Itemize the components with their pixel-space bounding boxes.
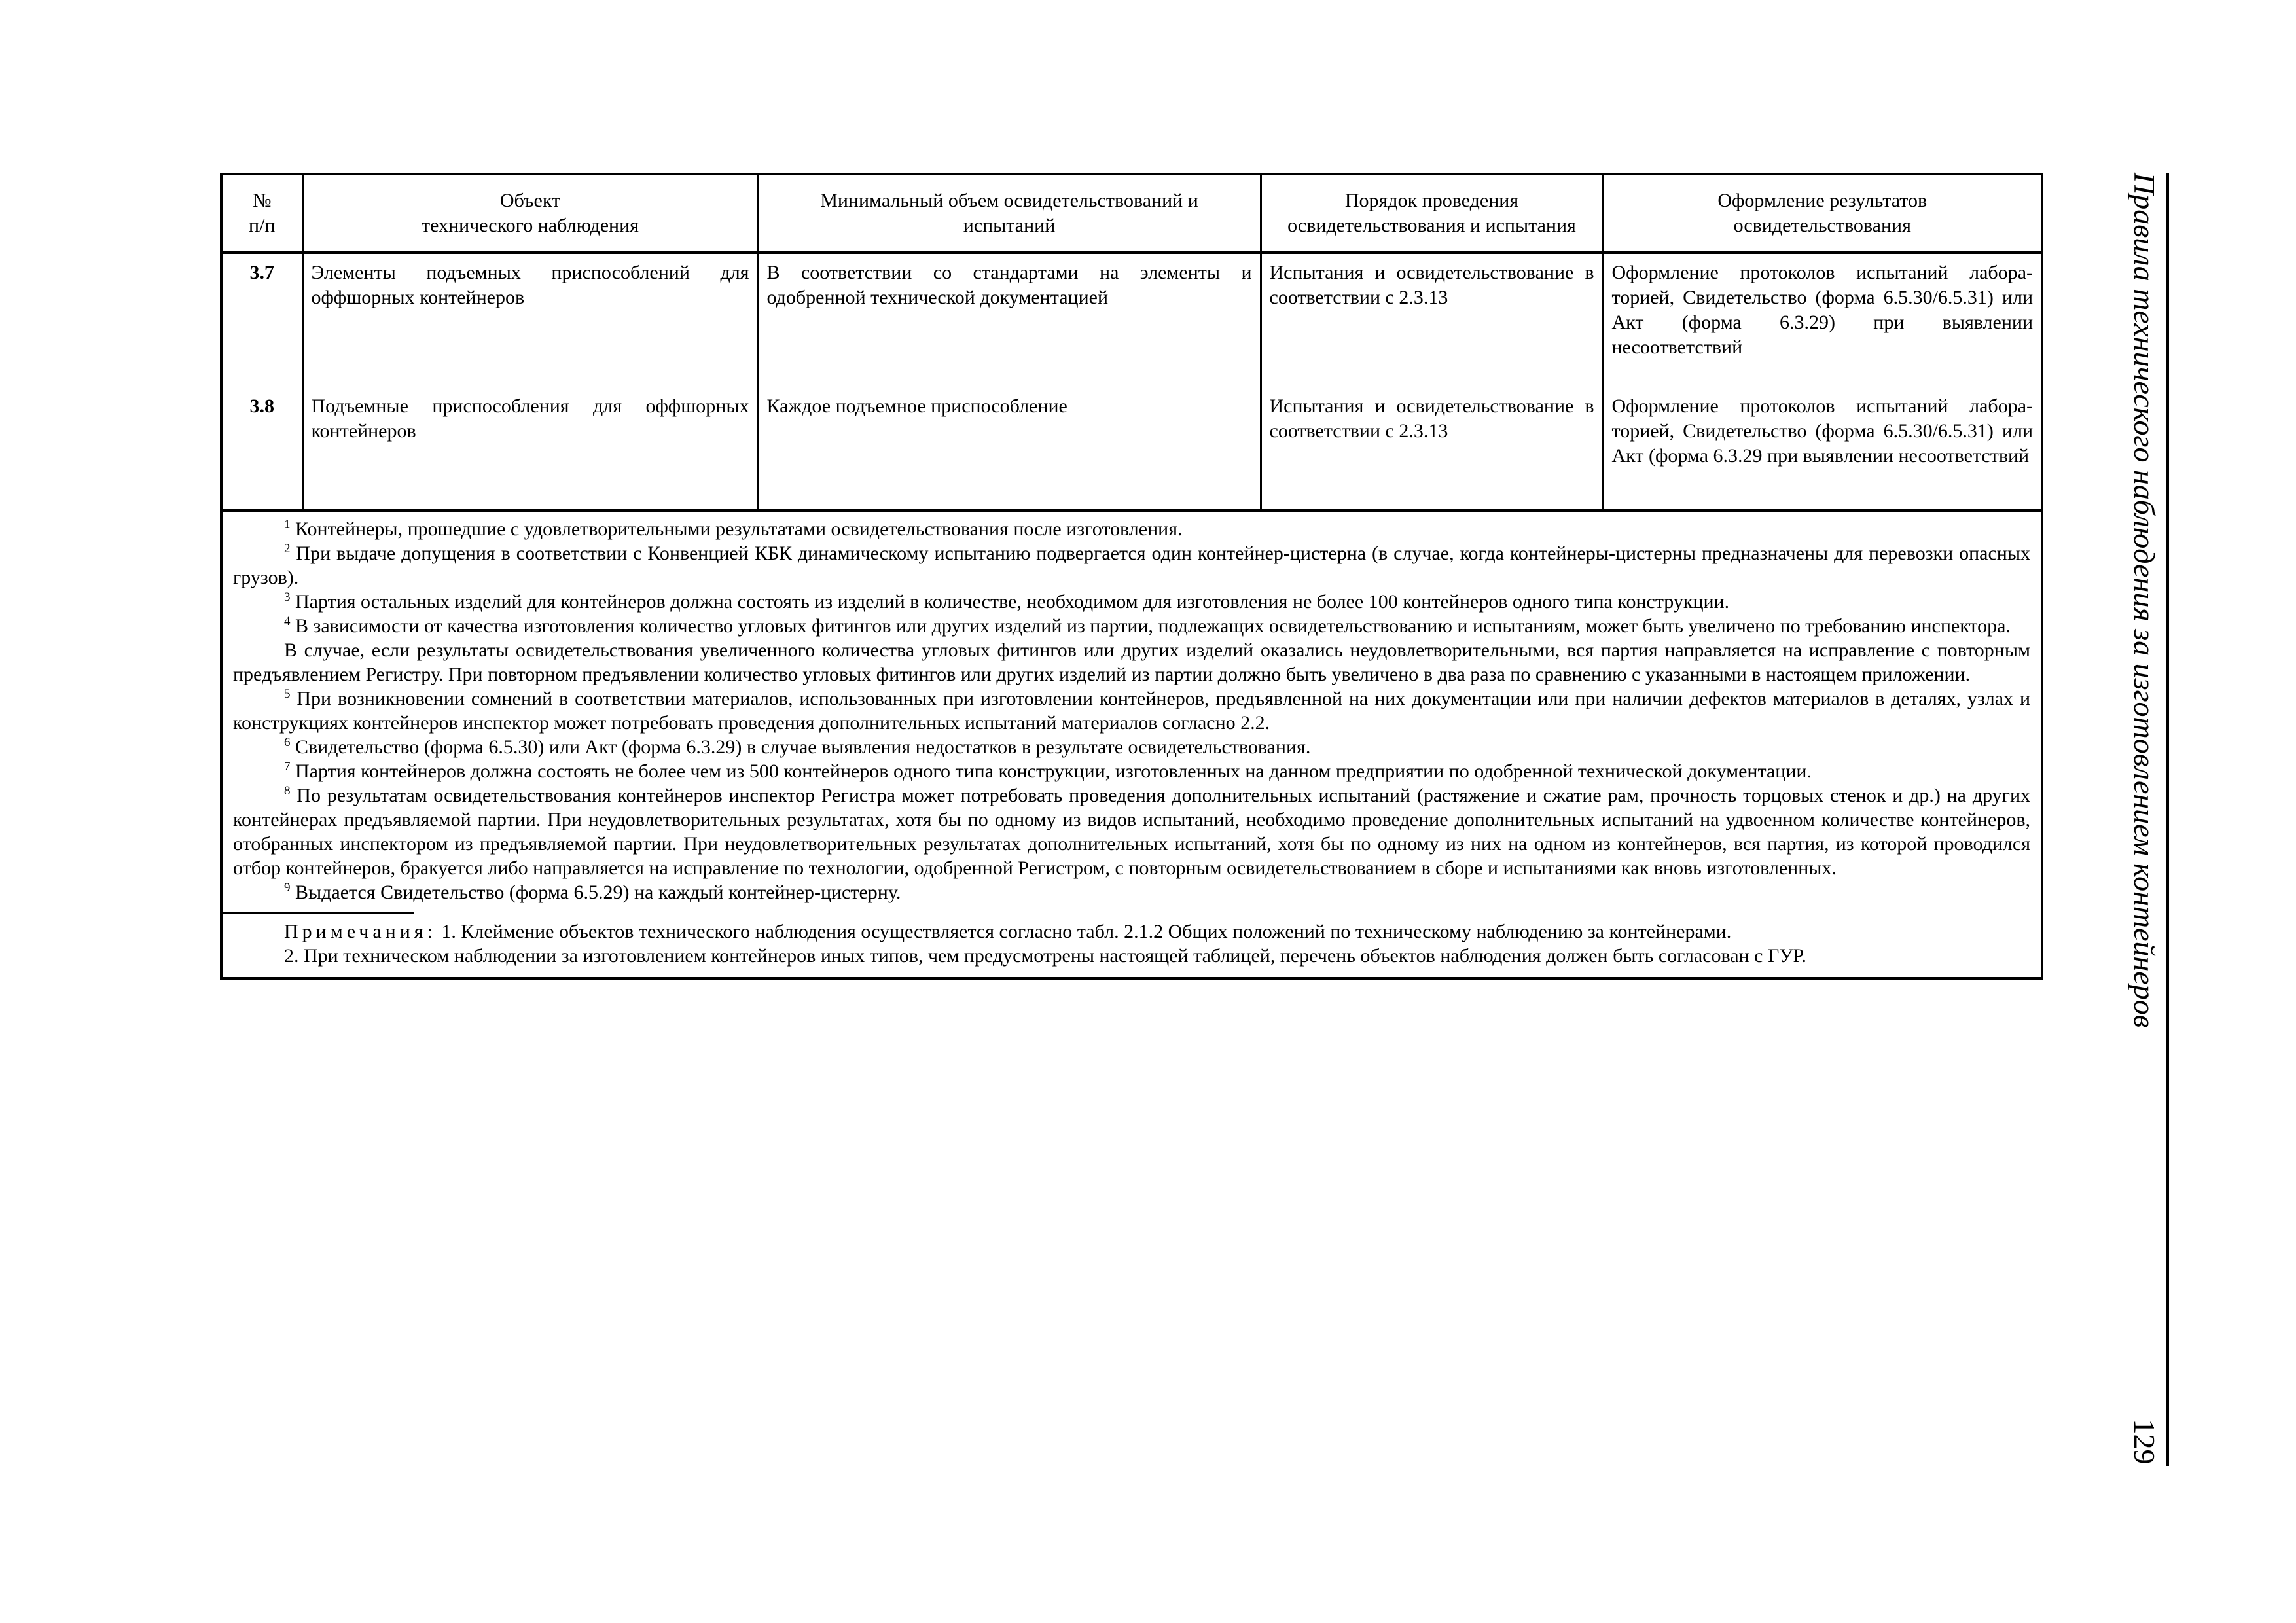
- footnote: [233, 614, 2030, 638]
- footnote-mark: 6: [284, 736, 291, 749]
- page-number: [2118, 1418, 2170, 1466]
- footnote: [233, 759, 2030, 783]
- footnote-text: Контейнеры, прошедшие с удовлетворительными результатами освидетельствования после изготовления.: [295, 518, 1183, 540]
- note-item: [233, 944, 2030, 968]
- footnote-mark: 3: [284, 590, 291, 604]
- footnote-text: Партия контейнеров должна состоять не более чем из 500 контейнеров одного типа конструкции, изготовленных на данном предприятии по одобренной технической документации.: [295, 760, 1812, 782]
- running-header: [2118, 173, 2170, 1028]
- row-object: Элементы подъемных приспособлений для оффшорных контейнеров: [302, 253, 758, 391]
- footnote-mark: 8: [284, 784, 291, 798]
- footnote-mark: 5: [284, 687, 291, 701]
- note-text: 1. Клеймение объектов технического наблюдения осуществляется согласно табл. 2.1.2 Общих положений по техническому наблюдению за контейнерами.: [441, 921, 1732, 942]
- footnote-text: Выдается Свидетельство (форма 6.5.29) на каждый контейнер-цистерну.: [295, 882, 901, 903]
- notes-label: Примечания:: [284, 921, 437, 942]
- footnote-mark: 7: [284, 760, 291, 774]
- page-number-text: 129: [2128, 1419, 2161, 1465]
- footnote-text: В зависимости от качества изготовления количество угловых фитингов или других изделий из партии, подлежащих освидетельствованию и испытаниям, может быть увеличено по требованию инспектора.: [295, 615, 2011, 637]
- footnote: [233, 880, 2030, 904]
- footnote-text: При возникновении сомнений в соответствии материалов, использованных при изготовлении контейнеров, предъявленной на них документации или при наличии дефектов материалов в деталях, узлах и конструкциях контейнеров инспектор может потребовать проведения дополнительных испытаний материалов согласно 2.2.: [233, 688, 2031, 734]
- footnote-continuation: [233, 638, 2030, 687]
- row-object: Подъемные приспособления для оффшорных контейнеров: [302, 391, 758, 509]
- table-header-row: [223, 175, 2041, 253]
- header-scope: Минимальный объем освидетельствований и испытаний: [758, 175, 1261, 253]
- footnotes-block: [223, 509, 2041, 977]
- table-row: [223, 391, 2041, 509]
- row-results: Оформление протоколов испытаний лабора-торией, Свидетельство (форма 6.5.30/6.5.31) или Акт (форма 6.3.29 при выявлении несоответствий: [1603, 391, 2041, 509]
- header-procedure: Порядок проведения освидетельствования и испытания: [1261, 175, 1603, 253]
- footnote: [233, 783, 2030, 880]
- running-header-title: Правила технического наблюдения за изготовлением контейнеров: [2128, 173, 2161, 1028]
- footnote: [233, 687, 2030, 735]
- requirements-table: [223, 175, 2041, 509]
- footnote-text: Партия остальных изделий для контейнеров должна состоять из изделий в количестве, необходимом для изготовления не более 100 контейнеров одного типа конструкции.: [295, 591, 1730, 613]
- table-row: [223, 253, 2041, 391]
- note-text: 2. При техническом наблюдении за изготовлением контейнеров иных типов, чем предусмотрены настоящей таблицей, перечень объектов наблюдения должен быть согласован с ГУР.: [284, 945, 1806, 967]
- row-procedure: Испытания и освидетельствование в соответствии с 2.3.13: [1261, 253, 1603, 391]
- footnote-mark: 1: [284, 518, 291, 531]
- header-object: Объект технического наблюдения: [302, 175, 758, 253]
- footnote-mark: 9: [284, 881, 291, 895]
- footnote: [233, 517, 2030, 541]
- footnote-mark: 2: [284, 542, 291, 556]
- row-results: Оформление протоколов испытаний лабора-торией, Свидетельство (форма 6.5.30/6.5.31) или Акт (форма 6.3.29) при выявлении несоответствий: [1603, 253, 2041, 391]
- footnote: [233, 735, 2030, 759]
- header-results: Оформление результатов освидетельствования: [1603, 175, 2041, 253]
- row-procedure: Испытания и освидетельствование в соответствии с 2.3.13: [1261, 391, 1603, 509]
- row-scope: Каждое подъемное приспособление: [758, 391, 1261, 509]
- requirements-table-frame: [220, 173, 2043, 980]
- footnote-text: По результатам освидетельствования контейнеров инспектор Регистра может потребовать проведения дополнительных испытаний (растяжение и сжатие рам, прочность торцовых стенок и др.) на других контейнерах предъявляемой партии. При неудовлетворительных результатах, хотя бы по одному из видов испытаний, необходимо проведение дополнительных испытаний на удвоенном количестве контейнеров, отобранных инспектором из предъявляемой партии. При неудовлетворительных результатах дополнительных испытаний, хотя бы по одному из них на одном из контейнеров, вся партия, из которой проводился отбор контейнеров, бракуется либо направляется на исправление по технологии, одобренной Регистром, с повторным освидетельствованием в сборе и испытаниями как вновь изготовленных.: [233, 785, 2030, 879]
- footnote: [233, 541, 2030, 590]
- note-item: [233, 919, 2030, 944]
- footnote: [233, 590, 2030, 614]
- footnote-text: В случае, если результаты освидетельствования увеличенного количества угловых фитингов или других изделий оказались неудовлетворительными, вся партия направляется на исправление с повторным предъявлением Регистру. При повторном предъявлении количество угловых фитингов или других изделий из партии должно быть увеличено в два раза по сравнению с указанными в настоящем приложении.: [233, 639, 2030, 685]
- footnote-mark: 4: [284, 615, 291, 628]
- row-scope: В соответствии со стандартами на элементы и одобренной технической документацией: [758, 253, 1261, 391]
- footnote-text: При выдаче допущения в соответствии с Конвенцией КБК динамическому испытанию подвергается один контейнер-цистерна (в случае, когда контейнеры-цистерны предназначены для перевозки опасных грузов).: [233, 543, 2030, 588]
- notes-block: [233, 919, 2030, 972]
- header-num: № п/п: [223, 175, 302, 253]
- notes-divider: [223, 912, 414, 914]
- row-number: 3.8: [249, 395, 274, 417]
- row-number: 3.7: [249, 262, 274, 283]
- footnote-text: Свидетельство (форма 6.5.30) или Акт (форма 6.3.29) в случае выявления недостатков в результате освидетельствования.: [295, 736, 1311, 758]
